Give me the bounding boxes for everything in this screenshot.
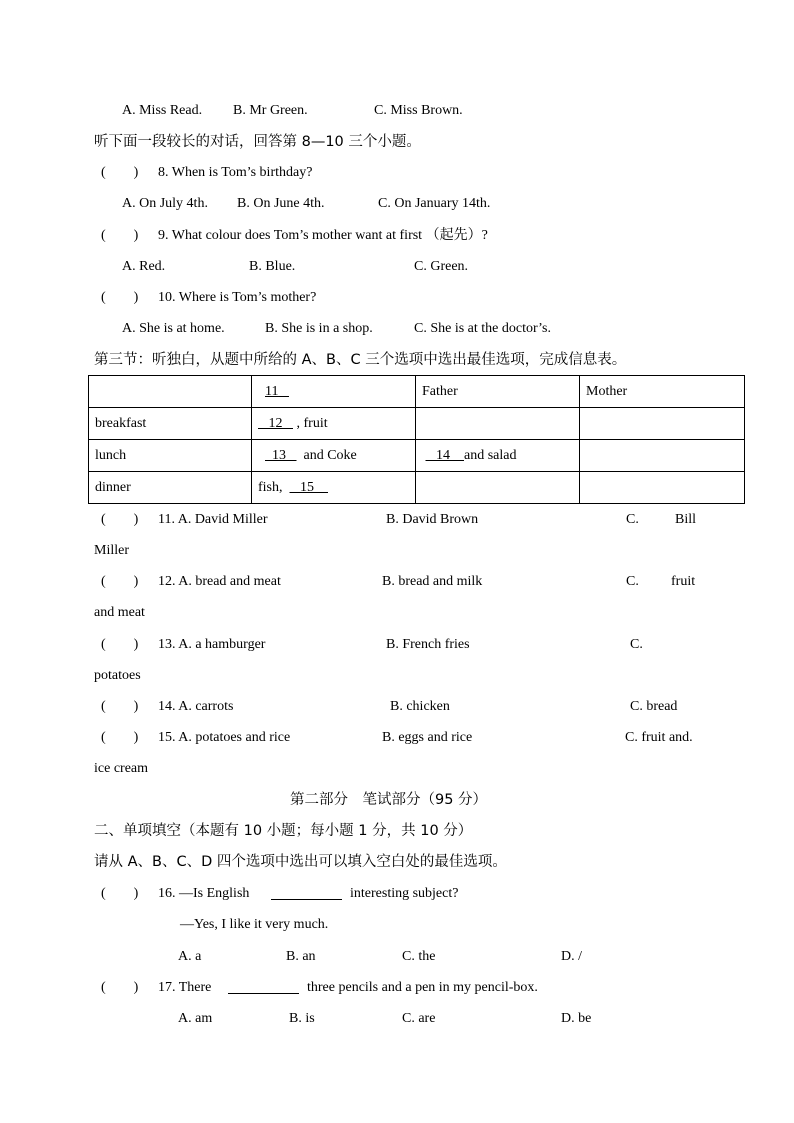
- q9-option-a: A. Red.: [122, 259, 166, 274]
- q7-option-a: A. Miss Read.: [122, 103, 203, 118]
- dinner-before: fish,: [258, 479, 286, 495]
- q13-question: 13. A. a hamburger: [158, 637, 266, 652]
- q8-option-c: C. On January 14th.: [378, 196, 491, 211]
- q16-question-pre: 16. —Is English: [158, 886, 250, 901]
- q9-answer-paren: ( ): [101, 228, 139, 243]
- lunch-after: and Coke: [296, 447, 357, 463]
- breakfast-cell: [252, 408, 416, 440]
- q16-option-d: D. /: [561, 949, 582, 964]
- q16-option-b: B. an: [286, 949, 316, 964]
- q10-option-a: A. She is at home.: [122, 321, 225, 336]
- q13-answer-paren: ( ): [101, 637, 139, 652]
- table-row: [89, 472, 745, 504]
- q8-option-a: A. On July 4th.: [122, 196, 208, 211]
- q14-question: 14. A. carrots: [158, 699, 234, 714]
- row-label-dinner: dinner: [89, 472, 252, 504]
- q13-option-b: B. French fries: [386, 637, 470, 652]
- q16-answer-paren: ( ): [101, 886, 139, 901]
- q15-question: 15. A. potatoes and rice: [158, 730, 291, 745]
- q9-option-b: B. Blue.: [249, 259, 296, 274]
- q11-option-c: C.: [626, 512, 639, 527]
- blank-14: 14: [436, 447, 450, 463]
- info-table: [88, 375, 745, 504]
- q17-blank: [228, 979, 299, 1000]
- dinner-mother: [580, 472, 745, 504]
- dinner-cell: [252, 472, 416, 504]
- table-row: [89, 408, 745, 440]
- breakfast-after: , fruit: [293, 415, 328, 431]
- section2-heading: 二、单项填空（本题有 10 小题；每小题 1 分，共 10 分）: [94, 823, 473, 839]
- blank-11: 11: [265, 383, 279, 399]
- blank-12: 12: [268, 415, 283, 431]
- breakfast-father: [416, 408, 580, 440]
- table-header-row: [89, 376, 745, 408]
- q8-answer-paren: ( ): [101, 165, 139, 180]
- q16-question-post: interesting subject?: [350, 886, 459, 901]
- q17-option-c: C. are: [402, 1011, 436, 1026]
- q17-question-pre: 17. There: [158, 980, 212, 995]
- q17-option-a: A. am: [178, 1011, 213, 1026]
- q13-wrap: potatoes: [94, 668, 141, 683]
- blank-13: 13: [272, 447, 286, 463]
- q12-option-b: B. bread and milk: [382, 574, 483, 589]
- lunch-mother: [580, 440, 745, 472]
- q11-answer-paren: ( ): [101, 512, 139, 527]
- table-header-father: Father: [416, 376, 580, 408]
- q12-option-c-text: fruit: [671, 574, 696, 589]
- row-label-lunch: lunch: [89, 440, 252, 472]
- q15-option-b: B. eggs and rice: [382, 730, 473, 745]
- q11-option-c-text: Bill: [675, 512, 697, 527]
- section3-instruction: 第三节：听独白，从题中所给的 A、B、C 三个选项中选出最佳选项，完成信息表。: [94, 352, 627, 368]
- q9-question: 9. What colour does Tom’s mother want at first （起先）?: [158, 228, 488, 243]
- row-label-breakfast: breakfast: [89, 408, 252, 440]
- q12-wrap: and meat: [94, 605, 145, 620]
- q11-question: 11. A. David Miller: [158, 512, 268, 527]
- q10-option-c: C. She is at the doctor’s.: [414, 321, 552, 336]
- q11-wrap: Miller: [94, 543, 129, 558]
- q17-answer-paren: ( ): [101, 980, 139, 995]
- q16-option-a: A. a: [178, 949, 202, 964]
- q12-question: 12. A. bread and meat: [158, 574, 281, 589]
- table-header-blank-11: [252, 376, 416, 408]
- section2-instruction: 请从 A、B、C、D 四个选项中选出可以填入空白处的最佳选项。: [94, 854, 507, 870]
- q14-option-b: B. chicken: [390, 699, 450, 714]
- table-header-mother: Mother: [580, 376, 745, 408]
- table-row: [89, 440, 745, 472]
- q10-answer-paren: ( ): [101, 290, 139, 305]
- q8-option-b: B. On June 4th.: [237, 196, 325, 211]
- q13-option-c: C.: [630, 637, 643, 652]
- q17-question-post: three pencils and a pen in my pencil-box.: [307, 980, 538, 995]
- q15-answer-paren: ( ): [101, 730, 139, 745]
- part2-title: 第二部分 笔试部分（95 分）: [290, 792, 488, 808]
- breakfast-mother: [580, 408, 745, 440]
- q15-option-c: C. fruit and.: [625, 730, 693, 745]
- q14-option-c: C. bread: [630, 699, 678, 714]
- q11-option-b: B. David Brown: [386, 512, 479, 527]
- lunch-cell: [252, 440, 416, 472]
- lunch-father-after: and salad: [464, 447, 517, 463]
- table-header-empty: [89, 376, 252, 408]
- blank-15: 15: [300, 479, 314, 495]
- q8-question: 8. When is Tom’s birthday?: [158, 165, 313, 180]
- q7-option-b: B. Mr Green.: [233, 103, 308, 118]
- q10-question: 10. Where is Tom’s mother?: [158, 290, 317, 305]
- q15-wrap: ice cream: [94, 761, 149, 776]
- q16-reply: —Yes, I like it very much.: [180, 917, 329, 932]
- q16-blank: [271, 885, 342, 906]
- section-8-10-instruction: 听下面一段较长的对话，回答第 8—10 三个小题。: [94, 134, 421, 150]
- q12-option-c: C.: [626, 574, 639, 589]
- q10-option-b: B. She is in a shop.: [265, 321, 373, 336]
- q12-answer-paren: ( ): [101, 574, 139, 589]
- lunch-father-cell: [416, 440, 580, 472]
- q14-answer-paren: ( ): [101, 699, 139, 714]
- q17-option-b: B. is: [289, 1011, 315, 1026]
- q16-option-c: C. the: [402, 949, 436, 964]
- q7-option-c: C. Miss Brown.: [374, 103, 463, 118]
- q17-option-d: D. be: [561, 1011, 592, 1026]
- q9-option-c: C. Green.: [414, 259, 469, 274]
- dinner-father: [416, 472, 580, 504]
